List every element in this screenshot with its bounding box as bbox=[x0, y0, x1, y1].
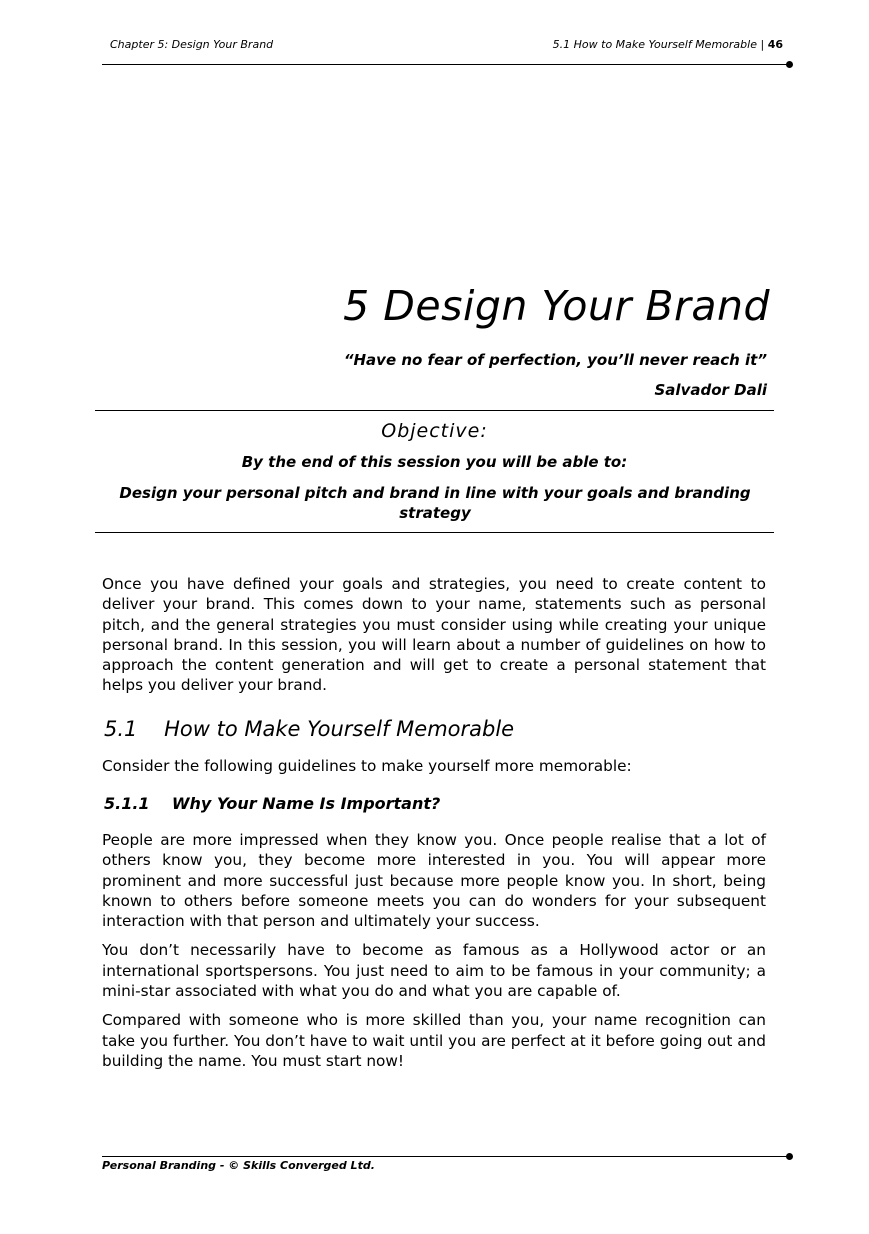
running-header-section bbox=[553, 38, 783, 51]
footer-copyright: Personal Branding - © Skills Converged Ltd. bbox=[102, 1159, 375, 1172]
objective-goal: Design your personal pitch and brand in line with your goals and branding strategy bbox=[119, 484, 751, 522]
objective-heading: Objective: bbox=[381, 420, 488, 442]
paragraph: You don’t necessarily have to become as famous as a Hollywood actor or an international sportspersons. You just need to aim to be famous in your community; a mini-star associated with what you do and what you are capable of. bbox=[102, 941, 766, 1001]
objective-bottom-rule bbox=[95, 532, 774, 533]
paragraph: People are more impressed when they know you. Once people realise that a lot of others know you, they become more interested in you. You will appear more prominent and more successful just because more people know you. In short, being known to others before someone meets you can do wonders for your subsequent interaction with that person and ultimately your success. bbox=[102, 831, 766, 931]
section-lead: Consider the following guidelines to make yourself more memorable: bbox=[102, 757, 632, 775]
subsection-body bbox=[102, 830, 766, 1080]
intro-paragraph: Once you have defined your goals and strategies, you need to create content to deliver your brand. This comes down to your name, statements such as personal pitch, and the general strategies you must consider using while creating your unique personal brand. In this session, you will learn about a number of guidelines on how to approach the content generation and will get to create a personal statement that helps you deliver your brand. bbox=[102, 575, 766, 695]
paragraph: Compared with someone who is more skilled than you, your name recognition can take you further. You don’t have to wait until you are perfect at it before going out and building the name. You must start now! bbox=[102, 1011, 766, 1070]
objective-intro: By the end of this session you will be able to: bbox=[241, 453, 628, 471]
subsection-heading: 5.1.1 Why Your Name Is Important? bbox=[104, 794, 441, 813]
header-section-title: 5.1 How to Make Yourself Memorable bbox=[552, 38, 757, 51]
epigraph-author: Salvador Dali bbox=[654, 381, 767, 399]
page-number: 46 bbox=[767, 38, 783, 51]
chapter-title: 5 Design Your Brand bbox=[343, 282, 770, 330]
footer-rule bbox=[102, 1156, 790, 1157]
section-heading: 5.1 How to Make Yourself Memorable bbox=[104, 717, 515, 741]
running-header-chapter: Chapter 5: Design Your Brand bbox=[110, 38, 274, 51]
epigraph-quote: “Have no fear of perfection, you’ll never reach it” bbox=[343, 351, 767, 369]
header-rule-dot bbox=[786, 61, 793, 68]
footer-rule-dot bbox=[786, 1153, 793, 1160]
header-rule bbox=[102, 64, 790, 65]
header-separator: | bbox=[760, 38, 765, 51]
objective-top-rule bbox=[95, 410, 774, 411]
